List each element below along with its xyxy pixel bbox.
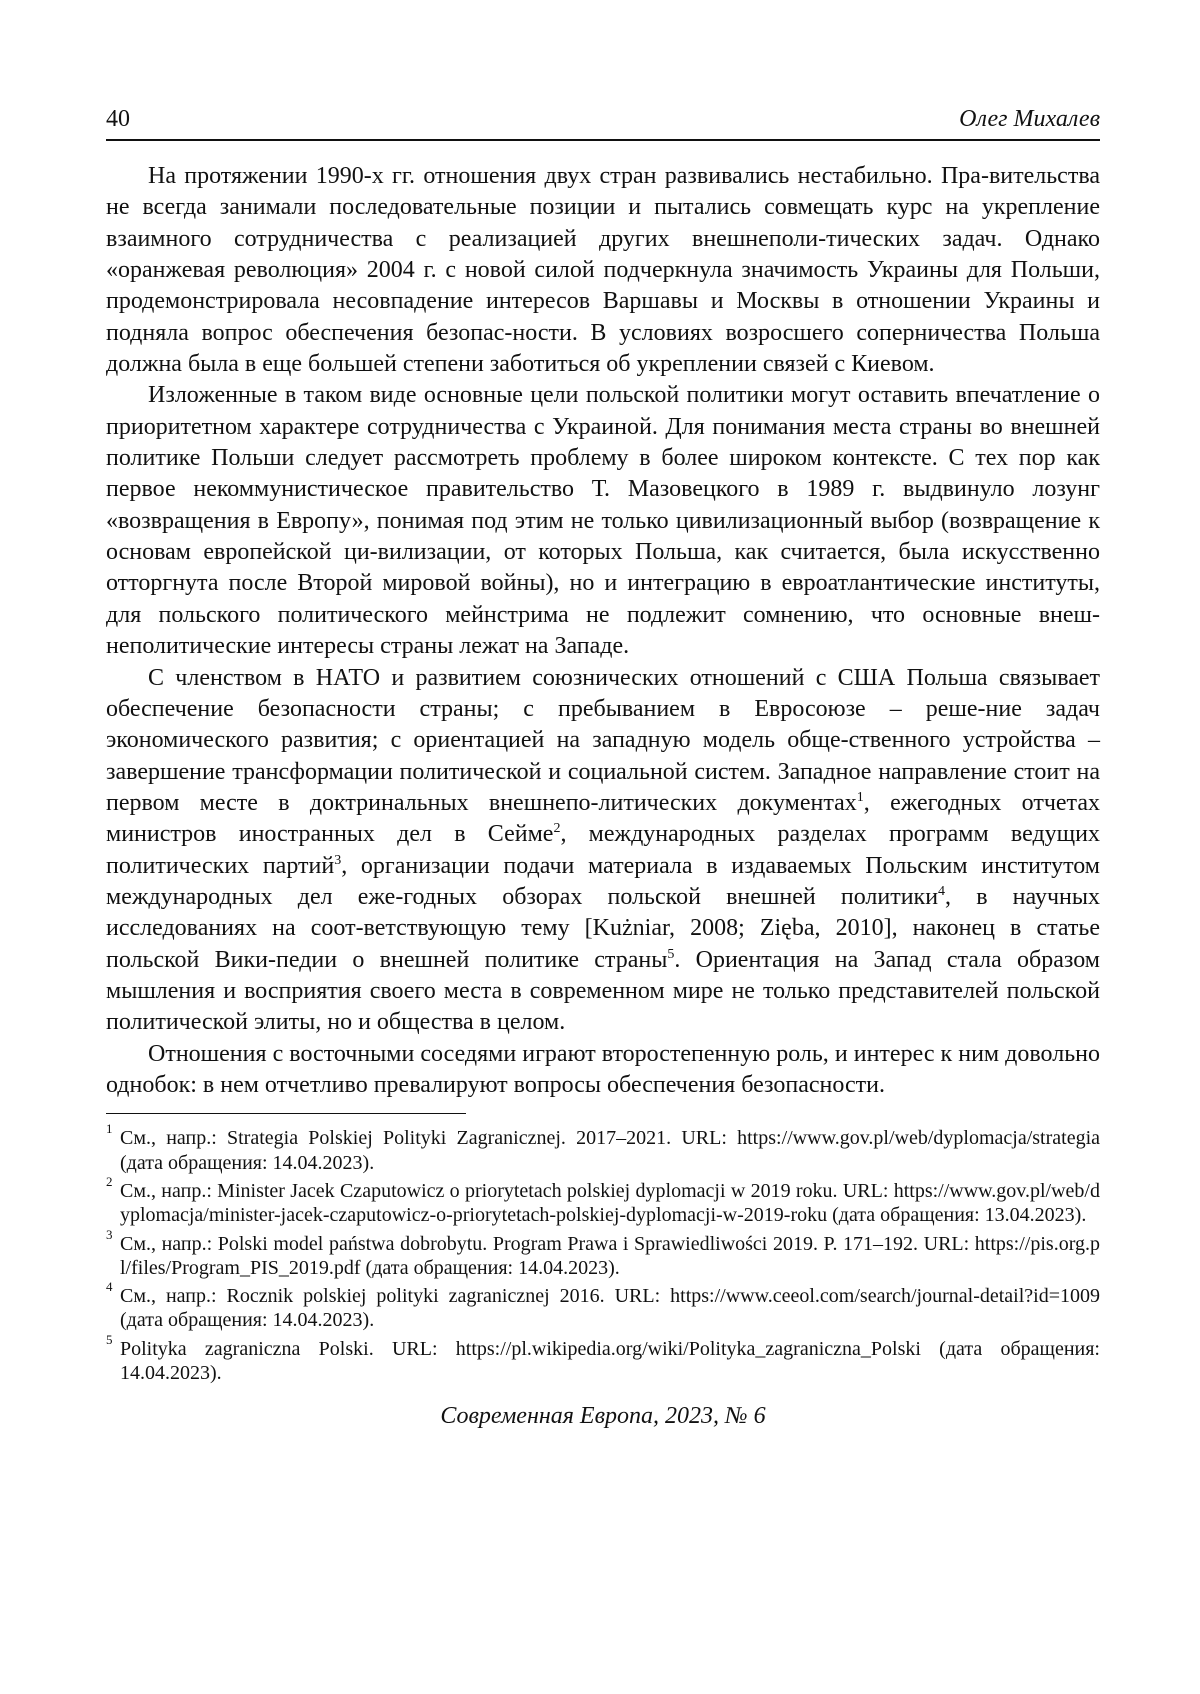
footnote-url[interactable]: https://www.ceeol.com/search/journal-detail?id=1009 <box>670 1285 1100 1308</box>
text-run: . Ориентация на Запад стала образом мышления и восприятия своего места в современном мире не только представителей польской политической элиты, но и общества в целом. <box>106 946 1100 1036</box>
footnote-access-date: (дата обращения: 14.04.2023). <box>120 1337 1100 1384</box>
footnote-number: 2 <box>106 1173 113 1189</box>
footnote-separator <box>106 1113 466 1114</box>
journal-page <box>106 104 1100 1674</box>
footnote-access-date: (дата обращения: 13.04.2023). <box>827 1204 1087 1227</box>
text-run: , международных разделах программ ведущих политических партий <box>106 821 1100 879</box>
footnote-4 <box>106 1279 1100 1333</box>
footnote-ref-3[interactable]: 3 <box>334 852 342 868</box>
paragraph-2: Изложенные в таком виде основные цели польской политики могут оставить впечатление о приоритетном характере сотрудничества с Украиной. Для понимания места страны во внешней политике Польши следует рассмотреть проблему в более широком контексте. С тех пор как первое некоммунистическое правительство Т. Мазовецкого в 1989 г. выдвинуло лозунг «возвращения в Европу», понимая под этим не только цивилизационный выбор (возвращение к основам европейской ци-вилизации, от которых Польша, как считается, была искусственно отторгнута после Второй мировой войны), но и интеграцию в евроатлантические институты, для польского политического мейнстрима не подлежит сомнению, что основные внеш-неполитические интересы страны лежат на Западе. <box>106 382 1100 660</box>
author-name: Олег Михалев <box>959 106 1100 132</box>
footnote-2 <box>106 1173 1100 1228</box>
footnotes <box>106 1121 1100 1385</box>
paragraph-3 <box>106 663 1100 1039</box>
footnote-url[interactable]: https://pl.wikipedia.org/wiki/Polityka_zagraniczna_Polski <box>455 1337 921 1360</box>
footnote-access-date: (дата обращения: 14.04.2023). <box>360 1256 620 1279</box>
footnote-number: 1 <box>106 1121 113 1137</box>
footnote-ref-4[interactable]: 4 <box>938 883 946 899</box>
footnote-url[interactable]: https://pis.org.pl/files/Program_PIS_2019.pdf <box>120 1232 1100 1279</box>
footnote-number: 4 <box>106 1279 113 1295</box>
journal-footer: Современная Европа, 2023, № 6 <box>440 1403 766 1430</box>
footnote-ref-2[interactable]: 2 <box>553 821 561 837</box>
text-run: С членством в НАТО и развитием союзнических отношений с США Польша связывает обеспечение безопасности страны; с пребыванием в Евросоюзе – реше-ние задач экономического развития; с ориентацией на западную модель обще-ственного устройства – завершение трансформации политической и социальной систем. Западное направление стоит на первом месте в доктринальных внешнепо-литических документах <box>106 664 1100 816</box>
footnote-text: См., напр.: Minister Jacek Czaputowicz o priorytetach polskiej dyplomacji w 2019 roku. URL: <box>120 1179 894 1202</box>
footnote-number: 3 <box>106 1226 113 1242</box>
footnote-text: Polityka zagraniczna Polski. URL: <box>120 1337 456 1360</box>
text-run: , ежегодных отчетах министров иностранных дел в Сейме <box>106 789 1100 848</box>
footnote-1 <box>106 1121 1100 1175</box>
page-number: 40 <box>106 106 130 132</box>
footnote-access-date: (дата обращения: 14.04.2023). <box>120 1151 375 1174</box>
footnote-3 <box>106 1226 1100 1281</box>
article-body <box>106 161 1100 1101</box>
running-head <box>106 104 1100 141</box>
footnote-text: См., напр.: Polski model państwa dobrobytu. Program Prawa i Sprawiedliwości 2019. P. 171–192. URL: <box>120 1232 975 1255</box>
text-run: , организации подачи материала в издаваемых Польским институтом международных дел еже-годных обзорах польской внешней политики <box>106 852 1100 910</box>
footnote-text: См., напр.: Strategia Polskiej Polityki Zagranicznej. 2017–2021. URL: <box>120 1127 738 1150</box>
footnote-number: 5 <box>106 1331 113 1347</box>
footnote-ref-1[interactable]: 1 <box>856 789 864 805</box>
footnote-ref-5[interactable]: 5 <box>667 946 675 962</box>
footnote-text: См., напр.: Rocznik polskiej polityki zagranicznej 2016. URL: <box>120 1285 671 1308</box>
text-run: , в научных исследованиях на соот-ветствующую тему [Kużniar, 2008; Zięba, 2010], наконец в статье польской Вики-педии о внешней политике страны <box>106 883 1100 973</box>
footnote-access-date: (дата обращения: 14.04.2023). <box>120 1309 375 1332</box>
paragraph-4: Отношения с восточными соседями играют второстепенную роль, и интерес к ним довольно однобок: в нем отчетливо превалируют вопросы обеспечения безопасности. <box>106 1040 1100 1098</box>
footnote-url[interactable]: https://www.gov.pl/web/dyplomacja/strategia <box>737 1127 1100 1150</box>
paragraph-1: На протяжении 1990-х гг. отношения двух стран развивались нестабильно. Пра-вительства не всегда занимали последовательные позиции и пытались совмещать курс на укрепление взаимного сотрудничества с реализацией других внешнеполи-тических задач. Однако «оранжевая революция» 2004 г. с новой силой подчеркнула значимость Украины для Польши, продемонстрировала несовпадение интересов Варшавы и Москвы в отношении Украины и подняла вопрос обеспечения безопас-ности. В условиях возросшего соперничества Польша должна была в еще большей степени заботиться об укреплении связей с Киевом. <box>106 163 1100 378</box>
footnote-url[interactable]: https://www.gov.pl/web/dyplomacja/minister-jacek-czaputowicz-o-priorytetach-polskiej-dyplomacji-w-2019-roku <box>120 1179 1100 1227</box>
footnote-5 <box>106 1331 1100 1386</box>
